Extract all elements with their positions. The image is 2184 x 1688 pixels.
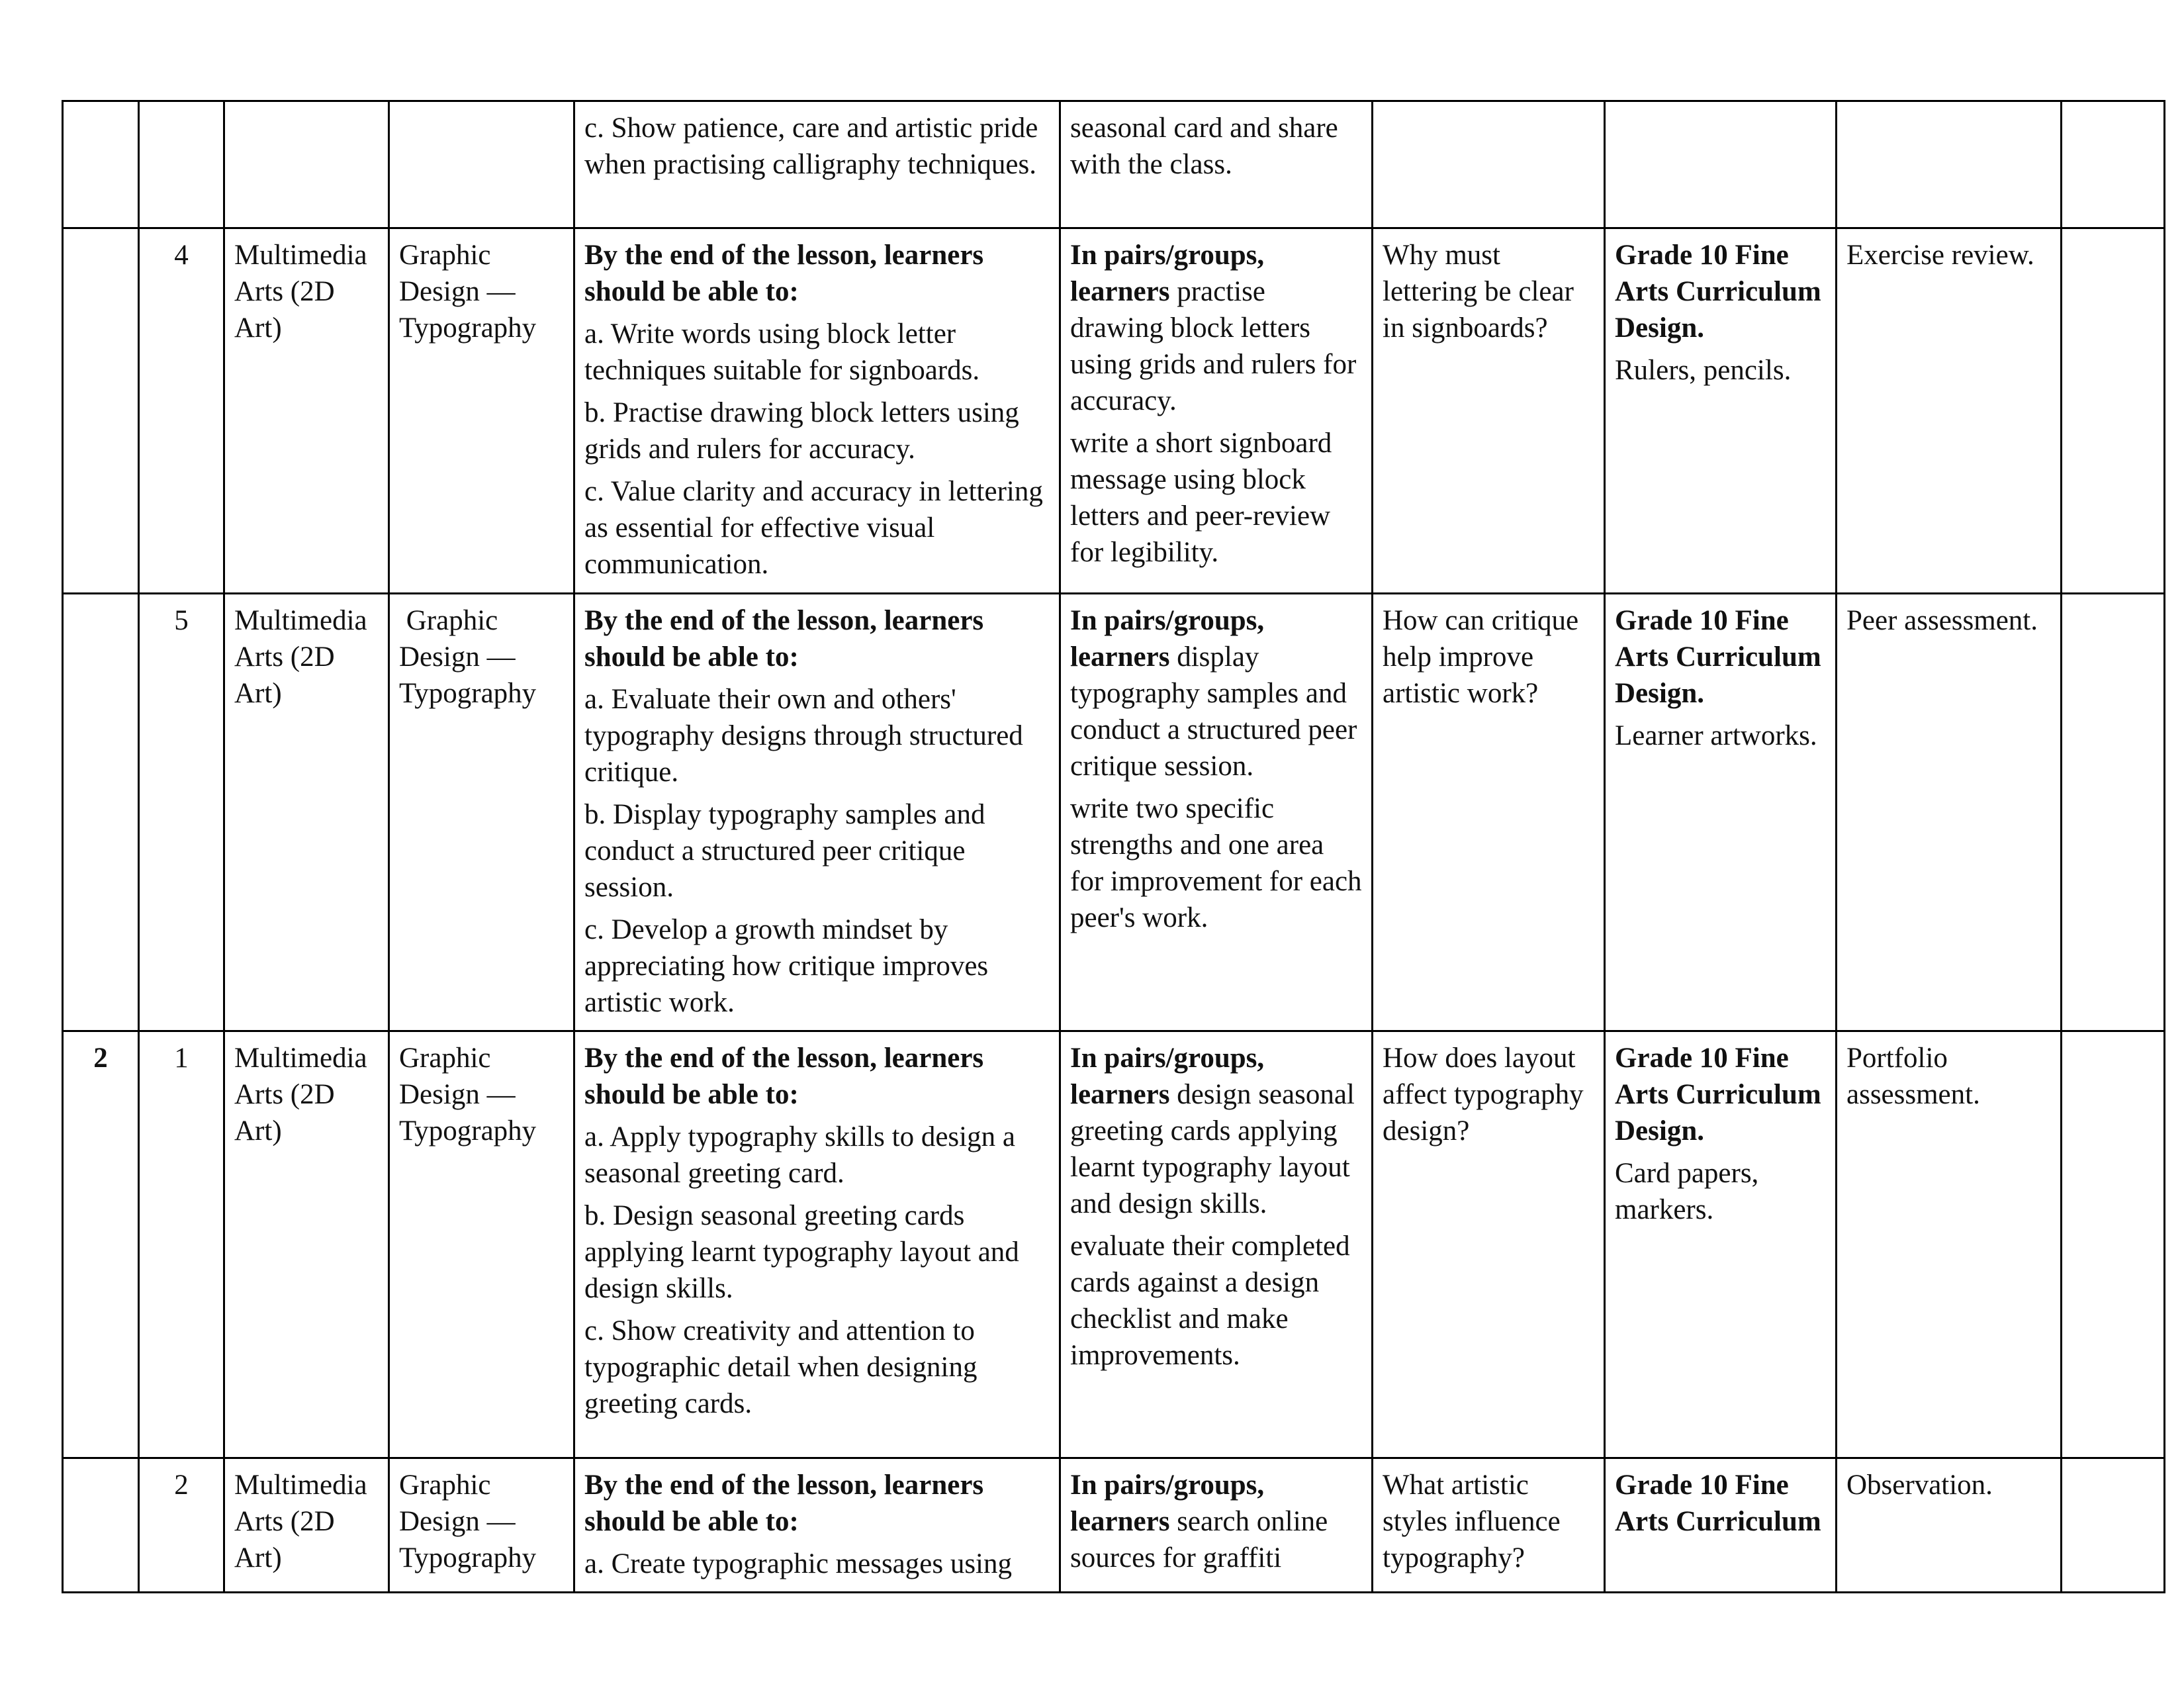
outcome-a: a. Write words using block letter techniques suitable for signboards. [584, 318, 980, 386]
learning-experiences-cell [1060, 101, 1373, 228]
key-inquiry-cell [1373, 101, 1605, 228]
outcome-c: c. Show creativity and attention to typographic detail when designing greeting cards. [584, 1315, 978, 1419]
assessment-cell: Observation. [1837, 1458, 2062, 1593]
week-cell: 2 [63, 1031, 139, 1458]
table-row [63, 1458, 2165, 1593]
experience-extra: write two specific strengths and one area for improvement for each peer's work. [1070, 793, 1362, 933]
reflection-cell [2062, 1031, 2165, 1458]
outcome-a: a. Evaluate their own and others' typography designs through structured critique. [584, 684, 1023, 788]
learning-experiences-cell [1060, 1458, 1373, 1593]
resources-cell [1605, 228, 1837, 594]
resources-items: Rulers, pencils. [1615, 355, 1792, 386]
outcome-c: c. Value clarity and accuracy in lettering as essential for effective visual communication. [584, 476, 1043, 580]
table-row [63, 228, 2165, 594]
experience-text: display typography samples and conduct a structured peer critique session. [1070, 641, 1357, 782]
learning-outcomes-cell [574, 101, 1060, 228]
resources-items: Learner artworks. [1615, 720, 1817, 751]
learning-outcomes-cell [574, 1458, 1060, 1593]
resources-items: Card papers, markers. [1615, 1158, 1759, 1225]
key-inquiry-cell: How can critique help improve artistic work? [1373, 594, 1605, 1031]
resources-title: Grade 10 Fine Arts Curriculum [1615, 1470, 1821, 1537]
resources-cell [1605, 101, 1837, 228]
lesson-cell: 5 [139, 594, 224, 1031]
resources-title: Grade 10 Fine Arts Curriculum Design. [1615, 605, 1821, 709]
sub-strand-cell: Graphic Design — Typography [389, 228, 574, 594]
experience-lead: In pairs/groups, learners [1070, 1043, 1265, 1110]
experience-text: practise drawing block letters using grids and rulers for accuracy. [1070, 276, 1357, 416]
table-row [63, 594, 2165, 1031]
experience-extra: evaluate their completed cards against a design checklist and make improvements. [1070, 1231, 1350, 1371]
reflection-cell [2062, 1458, 2165, 1593]
assessment-cell: Exercise review. [1837, 228, 2062, 594]
resources-title: Grade 10 Fine Arts Curriculum Design. [1615, 240, 1821, 344]
sub-strand-cell: Graphic Design — Typography [389, 1458, 574, 1593]
outcome-intro: By the end of the lesson, learners should be able to: [584, 1470, 984, 1537]
resources-cell [1605, 594, 1837, 1031]
sub-strand-cell: Graphic Design — Typography [389, 594, 574, 1031]
key-inquiry-cell: Why must lettering be clear in signboards? [1373, 228, 1605, 594]
experience-text: search online sources for graffiti [1070, 1506, 1328, 1573]
experience-lead: In pairs/groups, learners [1070, 1470, 1265, 1537]
learning-experiences-cell [1060, 1031, 1373, 1458]
week-cell [63, 1458, 139, 1593]
outcome-a: a. Create typographic messages using [584, 1548, 1013, 1579]
week-cell [63, 101, 139, 228]
lesson-cell: 2 [139, 1458, 224, 1593]
lesson-cell: 4 [139, 228, 224, 594]
learning-outcomes-cell [574, 1031, 1060, 1458]
outcome-intro: By the end of the lesson, learners should be able to: [584, 240, 984, 307]
reflection-cell [2062, 101, 2165, 228]
key-inquiry-cell: How does layout affect typography design? [1373, 1031, 1605, 1458]
outcome-intro: By the end of the lesson, learners should be able to: [584, 605, 984, 673]
outcome-b: b. Design seasonal greeting cards applying learnt typography layout and design skills. [584, 1200, 1019, 1304]
resources-cell [1605, 1031, 1837, 1458]
lesson-cell [139, 101, 224, 228]
resources-title: Grade 10 Fine Arts Curriculum Design. [1615, 1043, 1821, 1147]
outcome-c: c. Develop a growth mindset by appreciating how critique improves artistic work. [584, 914, 989, 1018]
strand-cell: Multimedia Arts (2D Art) [224, 1031, 389, 1458]
assessment-cell [1837, 101, 2062, 228]
outcome-a: a. Apply typography skills to design a seasonal greeting card. [584, 1121, 1015, 1189]
outcome-b: b. Practise drawing block letters using grids and rulers for accuracy. [584, 397, 1019, 465]
experience-text: design seasonal greeting cards applying learnt typography layout and design skills. [1070, 1079, 1355, 1219]
sub-strand-cell: Graphic Design — Typography [389, 1031, 574, 1458]
learning-experiences-cell [1060, 228, 1373, 594]
outcome-b: b. Display typography samples and conduct a structured peer critique session. [584, 799, 985, 903]
learning-outcomes-cell [574, 228, 1060, 594]
assessment-cell: Peer assessment. [1837, 594, 2062, 1031]
week-cell [63, 594, 139, 1031]
scheme-of-work-table [62, 100, 2165, 1593]
lesson-cell: 1 [139, 1031, 224, 1458]
learning-outcomes-cell [574, 594, 1060, 1031]
week-cell [63, 228, 139, 594]
strand-cell: Multimedia Arts (2D Art) [224, 228, 389, 594]
table-row [63, 1031, 2165, 1458]
reflection-cell [2062, 594, 2165, 1031]
key-inquiry-cell: What artistic styles influence typography? [1373, 1458, 1605, 1593]
experience-lead: In pairs/groups, learners [1070, 240, 1265, 307]
assessment-cell: Portfolio assessment. [1837, 1031, 2062, 1458]
sub-strand-cell [389, 101, 574, 228]
resources-cell [1605, 1458, 1837, 1593]
reflection-cell [2062, 228, 2165, 594]
outcome-c: c. Show patience, care and artistic pride when practising calligraphy techniques. [584, 113, 1038, 180]
strand-cell: Multimedia Arts (2D Art) [224, 1458, 389, 1593]
experience-lead: In pairs/groups, learners [1070, 605, 1265, 673]
experience-text: seasonal card and share with the class. [1070, 113, 1338, 180]
table-row [63, 101, 2165, 228]
learning-experiences-cell [1060, 594, 1373, 1031]
strand-cell [224, 101, 389, 228]
strand-cell: Multimedia Arts (2D Art) [224, 594, 389, 1031]
experience-extra: write a short signboard message using block letters and peer-review for legibility. [1070, 428, 1332, 568]
outcome-intro: By the end of the lesson, learners should be able to: [584, 1043, 984, 1110]
